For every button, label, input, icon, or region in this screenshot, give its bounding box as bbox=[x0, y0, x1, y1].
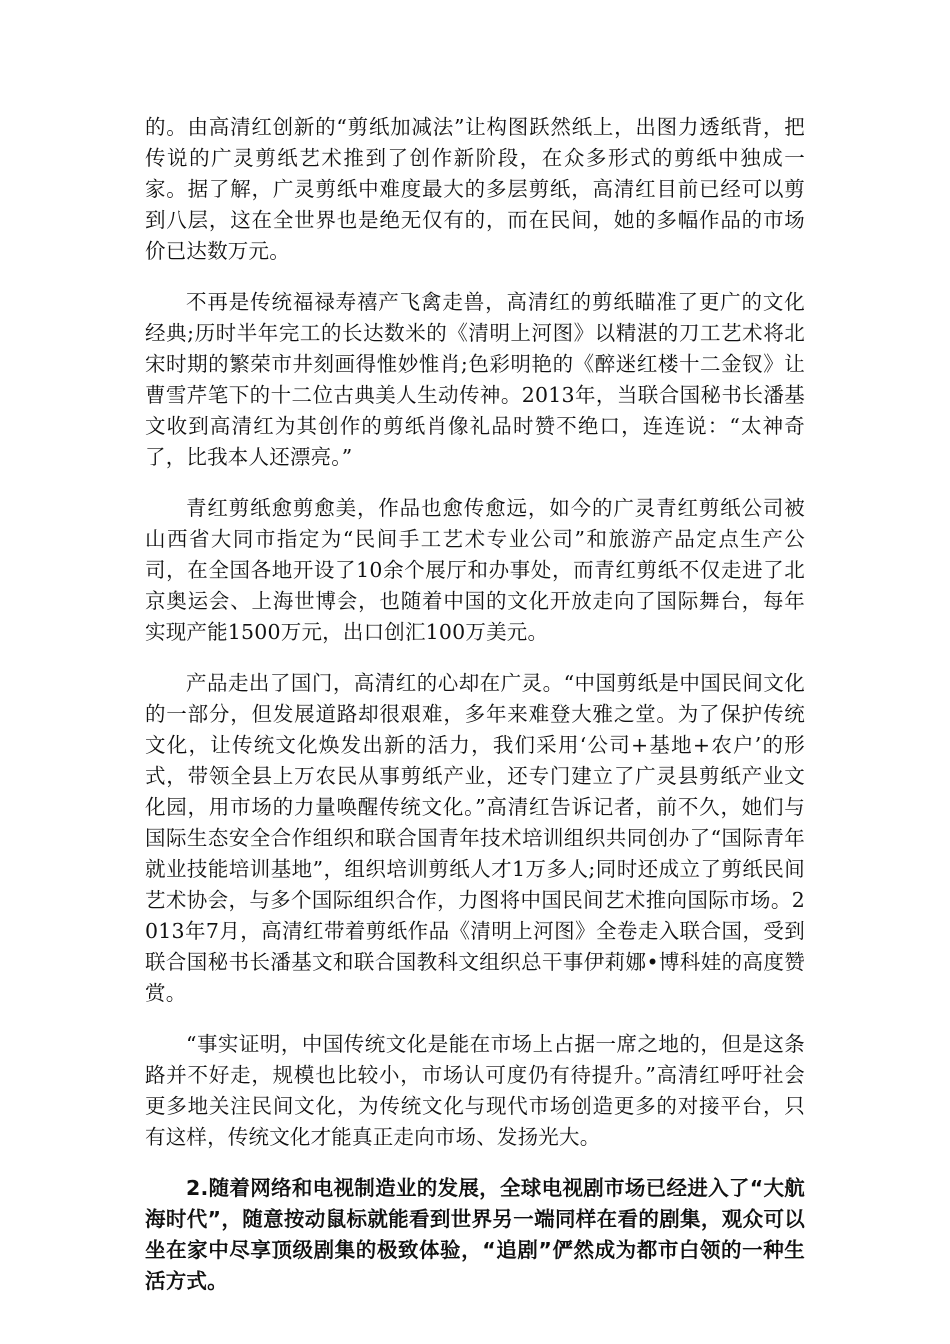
question-2-paragraph: 2.随着网络和电视制造业的发展，全球电视剧市场已经进入了“大航海时代”，随意按动鼠标就能看到世界另一端同样在看的剧集，观众可以坐在家中尽享顶级剧集的极致体验，“追剧”俨然成为都市白领的一种生活方式。 bbox=[145, 1176, 805, 1293]
paragraph-market-appeal: “事实证明，中国传统文化是能在市场上占据一席之地的，但是这条路并不好走，规模也比较小，市场认可度仍有待提升。”高清红呼吁社会更多地关注民间文化，为传统文化与现代市场创造更多的对接平台，只有这样，传统文化才能真正走向市场、发扬光大。 bbox=[145, 1032, 805, 1149]
paragraph-heart-in-guangling: 产品走出了国门，高清红的心却在广灵。“中国剪纸是中国民间文化的一部分，但发展道路却很艰难，多年来难登大雅之堂。为了保护传统文化，让传统文化焕发出新的活力，我们采用‘公司+基地+农户’的形式，带领全县上万农民从事剪纸产业，还专门建立了广灵县剪纸产业文化园，用市场的力量唤醒传统文化。”高清红告诉记者，前不久，她们与国际生态安全合作组织和联合国青年技术培训组织共同创办了“国际青年就业技能培训基地”，组织培训剪纸人才1万多人;同时还成立了剪纸民间艺术协会，与多个国际组织合作，力图将中国民间艺术推向国际市场。2013年7月，高清红带着剪纸作品《清明上河图》全卷走入联合国，受到联合国秘书长潘基文和联合国教科文组织总干事伊莉娜•博科娃的高度赞赏。 bbox=[145, 671, 805, 1005]
paragraph-company-growth: 青红剪纸愈剪愈美，作品也愈传愈远，如今的广灵青红剪纸公司被山西省大同市指定为“民间手工艺术专业公司”和旅游产品定点生产公司，在全国各地开设了10余个展厅和办事处，而青红剪纸不仅走进了北京奥运会、上海世博会，也随着中国的文化开放走向了国际舞台，每年实现产能1500万元，出口创汇100万美元。 bbox=[145, 496, 805, 644]
document-page bbox=[145, 112, 805, 1317]
paragraph-continuation: 的。由高清红创新的“剪纸加减法”让构图跃然纸上，出图力透纸背，把传说的广灵剪纸艺术推到了创作新阶段，在众多形式的剪纸中独成一家。据了解，广灵剪纸中难度最大的多层剪纸，高清红目前已经可以剪到八层，这在全世界也是绝无仅有的，而在民间，她的多幅作品的市场价已达数万元。 bbox=[145, 115, 805, 263]
paragraph-culture-classics: 不再是传统福禄寿禧产飞禽走兽，高清红的剪纸瞄准了更广的文化经典;历时半年完工的长达数米的《清明上河图》以精湛的刀工艺术将北宋时期的繁荣市井刻画得惟妙惟肖;色彩明艳的《醉迷红楼十二金钗》让曹雪芹笔下的十二位古典美人生动传神。2013年，当联合国秘书长潘基文收到高清红为其创作的剪纸肖像礼品时赞不绝口，连连说：“太神奇了，比我本人还漂亮。” bbox=[145, 290, 805, 469]
